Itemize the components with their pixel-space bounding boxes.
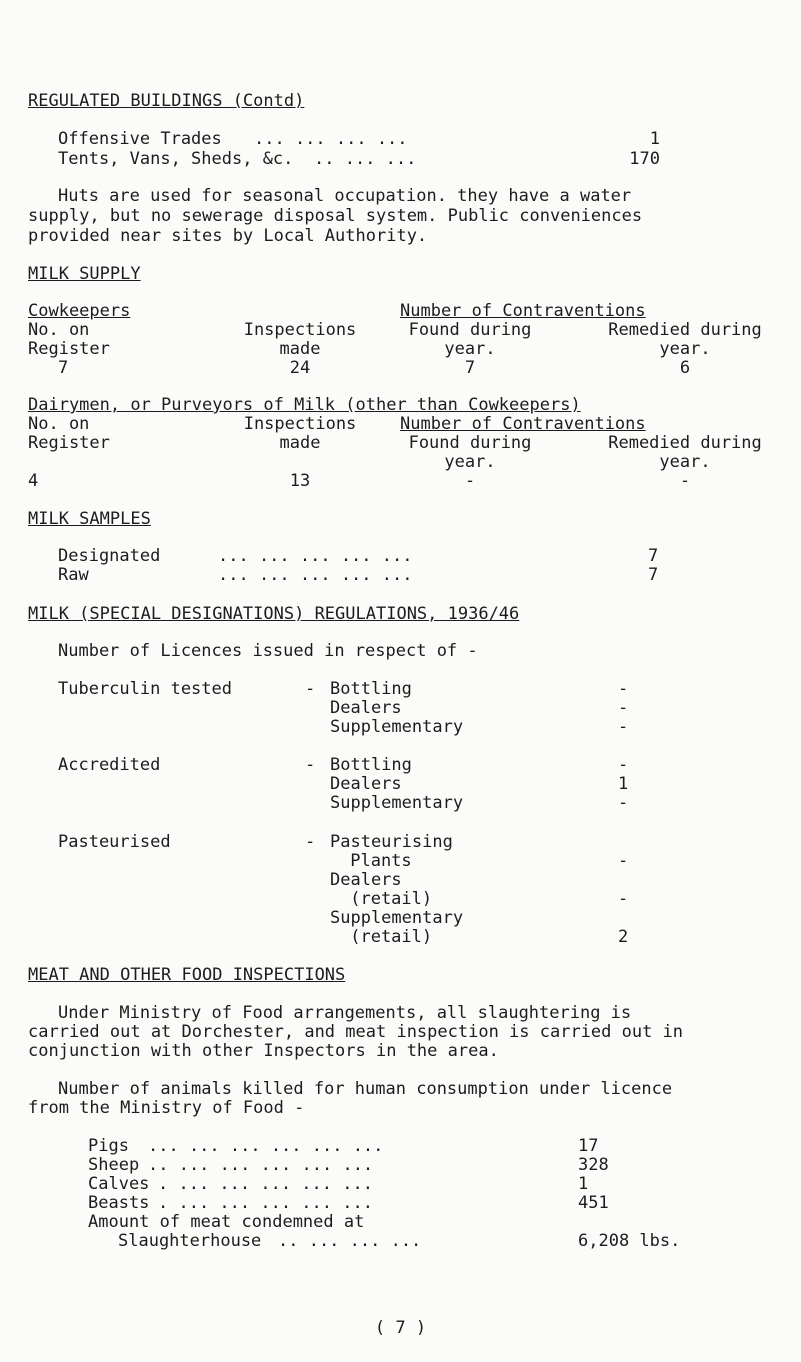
- col-header: Found during: [408, 320, 532, 340]
- col-header: made: [279, 339, 321, 359]
- condemned-value: 6,208 lbs.: [578, 1231, 681, 1251]
- cowkeepers-value: 7: [464, 358, 476, 378]
- col-header: Inspections: [243, 414, 357, 434]
- cowkeepers-title: Cowkeepers: [28, 301, 131, 321]
- animal-value: 328: [578, 1155, 609, 1175]
- dairymen-value: 4: [28, 471, 39, 491]
- dairymen-value: -: [679, 471, 691, 491]
- licence-item-label: Dealers: [330, 870, 402, 890]
- licence-item-value: -: [618, 717, 629, 737]
- animal-value: 17: [578, 1136, 599, 1156]
- section-heading-meat-inspections: MEAT AND OTHER FOOD INSPECTIONS: [28, 965, 346, 985]
- licence-item-label: Bottling: [330, 679, 412, 699]
- cowkeepers-group-header: Number of Contraventions: [400, 301, 646, 321]
- licence-item-value: -: [618, 679, 629, 699]
- licence-item-label: Supplementary: [330, 908, 464, 928]
- animals-intro-line: Number of animals killed for human consumption under licence: [58, 1079, 673, 1099]
- animal-dots: . ... ... ... ... ...: [158, 1193, 373, 1213]
- meat-paragraph-line: Under Ministry of Food arrangements, all slaughtering is: [58, 1003, 632, 1023]
- col-header: year.: [444, 339, 496, 359]
- licence-category: Pasteurised: [58, 832, 171, 852]
- regulated-row-dots: ... ... ... ...: [254, 129, 408, 149]
- licence-item-value: -: [618, 889, 629, 909]
- licence-item-label: (retail): [340, 927, 433, 947]
- cowkeepers-value: 24: [289, 358, 311, 378]
- cowkeepers-value: 7: [58, 358, 69, 378]
- condemned-dots: .. ... ... ...: [278, 1231, 422, 1251]
- licence-dash: -: [305, 755, 316, 775]
- licence-dash: -: [305, 832, 316, 852]
- milk-sample-label: Raw: [58, 565, 89, 585]
- section-heading-regulated-buildings: REGULATED BUILDINGS (Contd): [28, 91, 305, 111]
- meat-paragraph-line: carried out at Dorchester, and meat inspection is carried out in: [28, 1022, 684, 1042]
- licence-item-label: (retail): [340, 889, 433, 909]
- col-header: Register: [28, 339, 110, 359]
- regulated-row-label: Offensive Trades: [58, 129, 222, 149]
- licence-item-label: Dealers: [330, 698, 402, 718]
- licence-item-value: -: [618, 698, 629, 718]
- condemned-label: Amount of meat condemned at: [88, 1212, 365, 1232]
- milk-sample-value: 7: [648, 565, 659, 585]
- col-header: No. on: [28, 320, 90, 340]
- section-heading-milk-regulations: MILK (SPECIAL DESIGNATIONS) REGULATIONS, 1936/46: [28, 604, 520, 624]
- licence-item-label: Pasteurising: [330, 832, 453, 852]
- licence-item-label: Bottling: [330, 755, 412, 775]
- col-header: No. on: [28, 414, 90, 434]
- col-header: Remedied during: [608, 433, 762, 453]
- licence-item-value: 2: [618, 927, 629, 947]
- licence-item-value: -: [618, 755, 629, 775]
- milk-sample-dots: ... ... ... ... ...: [218, 565, 413, 585]
- regulated-row-value: 1: [649, 129, 660, 149]
- col-header: year.: [659, 452, 711, 472]
- col-header: year.: [659, 339, 711, 359]
- licence-category: Tuberculin tested: [58, 679, 232, 699]
- huts-paragraph-line: provided near sites by Local Authority.: [28, 226, 428, 246]
- animals-intro-line: from the Ministry of Food -: [28, 1098, 305, 1118]
- animal-label: Beasts: [88, 1193, 150, 1213]
- regulated-row-value: 170: [629, 149, 660, 169]
- col-header: year.: [444, 452, 496, 472]
- licence-dash: -: [305, 679, 316, 699]
- dairymen-value: -: [464, 471, 476, 491]
- animal-label: Calves: [88, 1174, 150, 1194]
- huts-paragraph-line: supply, but no sewerage disposal system. Public conveniences: [28, 206, 643, 226]
- animal-value: 451: [578, 1193, 609, 1213]
- animal-dots: . ... ... ... ... ...: [158, 1174, 373, 1194]
- section-heading-milk-supply: MILK SUPPLY: [28, 264, 141, 284]
- huts-paragraph-line: Huts are used for seasonal occupation. they have a water: [58, 186, 632, 206]
- animal-dots: .. ... ... ... ... ...: [148, 1155, 374, 1175]
- section-heading-milk-samples: MILK SAMPLES: [28, 509, 151, 529]
- col-header: Inspections: [243, 320, 357, 340]
- licence-item-label: Plants: [340, 851, 412, 871]
- animal-value: 1: [578, 1174, 589, 1194]
- condemned-label: Slaughterhouse: [118, 1231, 262, 1251]
- licence-item-label: Supplementary: [330, 793, 464, 813]
- dairymen-title: Dairymen, or Purveyors of Milk (other than Cowkeepers): [28, 395, 581, 415]
- dairymen-group-header: Number of Contraventions: [400, 414, 646, 434]
- cowkeepers-value: 6: [679, 358, 691, 378]
- dairymen-value: 13: [289, 471, 311, 491]
- col-header: made: [279, 433, 321, 453]
- regulated-row-label: Tents, Vans, Sheds, &c.: [58, 149, 294, 169]
- licence-item-label: Supplementary: [330, 717, 464, 737]
- milk-sample-label: Designated: [58, 546, 161, 566]
- milk-sample-value: 7: [648, 546, 659, 566]
- milk-sample-dots: ... ... ... ... ...: [218, 546, 413, 566]
- licence-item-value: 1: [618, 774, 629, 794]
- animal-label: Pigs: [88, 1136, 129, 1156]
- licence-item-value: -: [618, 851, 629, 871]
- page-number: ( 7 ): [374, 1318, 427, 1338]
- licence-category: Accredited: [58, 755, 161, 775]
- col-header: Remedied during: [608, 320, 762, 340]
- regulated-row-dots: .. ... ...: [314, 149, 417, 169]
- licence-item-label: Dealers: [330, 774, 402, 794]
- animal-dots: ... ... ... ... ... ...: [148, 1136, 384, 1156]
- meat-paragraph-line: conjunction with other Inspectors in the area.: [28, 1041, 499, 1061]
- col-header: Found during: [408, 433, 532, 453]
- licences-intro: Number of Licences issued in respect of -: [58, 641, 478, 661]
- animal-label: Sheep: [88, 1155, 140, 1175]
- licence-item-value: -: [618, 793, 629, 813]
- col-header: Register: [28, 433, 110, 453]
